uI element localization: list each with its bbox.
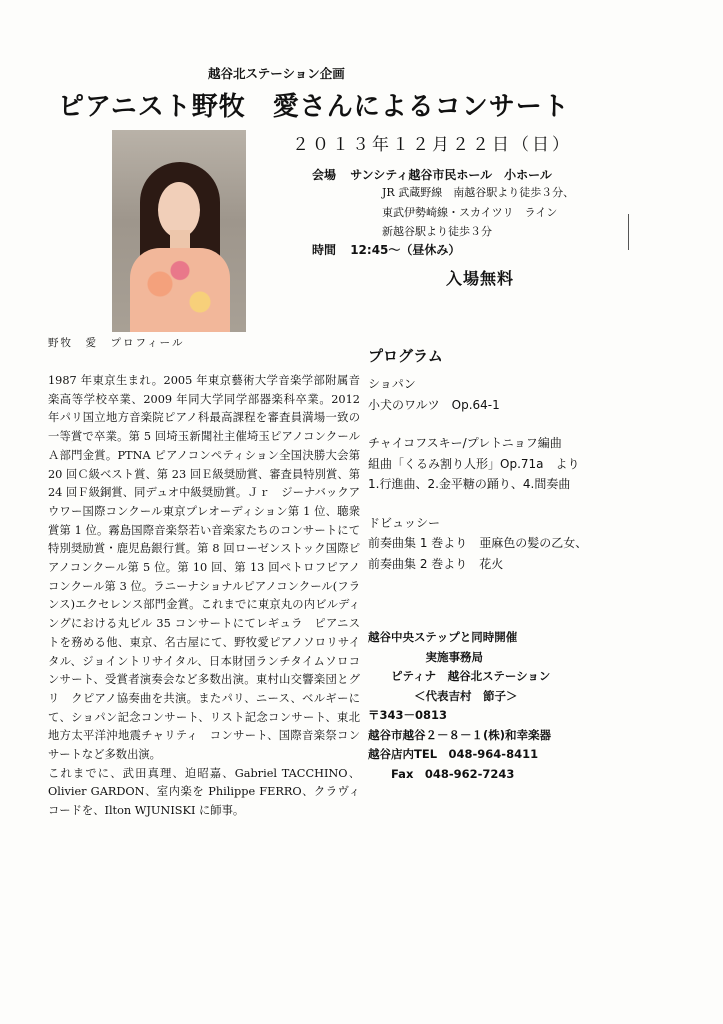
contact-line: 越谷中央ステップと同時開催 (368, 630, 518, 644)
composer: ショパン (368, 377, 416, 391)
time-row (312, 241, 470, 258)
program-title: プログラム (368, 347, 443, 365)
program-piece: 組曲「くるみ割り人形」Op.71a より (368, 456, 580, 471)
access-info (382, 183, 574, 242)
access-line: 東武伊勢崎線・スカイツリ ライン (382, 205, 558, 219)
program-block-tchaikovsky (368, 433, 590, 495)
venue-label: 会場 (312, 168, 337, 182)
program-block-debussy (368, 513, 590, 575)
composer: ドビュッシー (368, 515, 441, 530)
program-piece: 前奏曲集 1 巻より 亜麻色の髪の乙女、 (368, 536, 588, 550)
venue-row (312, 166, 562, 183)
phone: 越谷店内TEL 048-964-8411 (368, 747, 539, 761)
contact-line: ＜代表吉村 節子＞ (368, 688, 518, 703)
fax: Fax 048-962-7243 (368, 766, 515, 781)
admission-free: 入場無料 (446, 269, 515, 288)
postal-code: 〒343－0813 (368, 708, 448, 722)
program-block-chopin (368, 374, 590, 415)
composer: チャイコフスキー/プレトニョフ編曲 (368, 436, 562, 450)
time-label: 時間 (312, 243, 337, 257)
access-line: JR 武蔵野線 南越谷駅より徒歩３分、 (382, 186, 575, 199)
access-line: 新越谷駅より徒歩３分 (382, 225, 492, 238)
bio-paragraph: 1987 年東京生まれ。2005 年東京藝術大学音楽学部附属音楽高等学校卒業、2009 年同大学同学部器楽科卒業。2012 年パリ国立地方音楽院ピアノ科最高課程を審査員満場一致の一等賞で卒業。第 5 回埼玉新聞社主催埼玉ピアノコンクールＡ部門金賞。PTNA ピアノコンペティション全国決勝大会第 20 回Ｃ級ベスト賞、第 23 回Ｅ級奨励賞、審査員特別賞、第 24 回Ｆ級銅賞、同デュオ中級奨励賞。Ｊｒ ジーナバックアウワー国際コンクール東京プレオーディション第 1 位、聴衆賞第 1 位。霧島国際音楽祭若い音楽家たちのコンサートにて特別奨励賞・鹿児島銀行賞。第 8 回ローゼンストック国際ピアノコンクール第 5 位。第 10 回、第 13 回ペトロフピアノコンクール第 3 位。ラニーナショナルピアノコンクール(フランス)エクセレンス部門金賞。これまでに東京丸の内ビルディングにおける丸ビル 35 コンサートにてレギュラ ピアニストを務める他、東京、名古屋にて、野牧愛ピアノソロリサイタル、ジョイントリサイタル、日本財団ランチタイムソロコンサート、受賞者演奏会など多数出演。東村山交響楽団とグリ クピアノ協奏曲を共演。またパリ、ニース、ベルギーにて、ショパン記念コンサート、リスト記念コンサート、東北地方太平洋沖地震チャリティ コンサート、国際音楽祭コンサートなど多数出演。 (48, 374, 360, 762)
divider (628, 214, 629, 250)
program-piece: 前奏曲集 2 巻より 花火 (368, 556, 504, 571)
address: 越谷市越谷２－８－１(株)和幸楽器 (368, 727, 552, 742)
profile-title: 野牧 愛 プロフィール (48, 337, 185, 349)
contact-line: ピティナ 越谷北ステーション (368, 669, 551, 683)
pianist-photo (112, 130, 246, 332)
time-value: 12:45～（昼休み） (350, 243, 461, 257)
event-date: ２０１３年１２月２２日（日） (292, 135, 572, 155)
venue-name: サンシティ越谷市民ホール 小ホール (350, 168, 552, 182)
contact-info (368, 628, 551, 784)
contact-line: 実施事務局 (368, 649, 483, 664)
program-list (368, 374, 590, 592)
event-subtitle: 越谷北ステーション企画 (208, 66, 345, 81)
program-piece: 小犬のワルツ Op.64-1 (368, 397, 500, 412)
program-piece: 1.行進曲、2.金平糖の踊り、4.間奏曲 (368, 477, 571, 491)
profile-bio (48, 372, 360, 821)
event-title: ピアニスト野牧 愛さんによるコンサート (58, 92, 570, 122)
bio-paragraph: これまでに、武田真理、迫昭嘉、Gabriel TACCHINO、Olivier GARDON、室内楽を Philippe FERRO、クラヴィコードを、Ilton WJUNISKI に師事。 (48, 766, 360, 818)
